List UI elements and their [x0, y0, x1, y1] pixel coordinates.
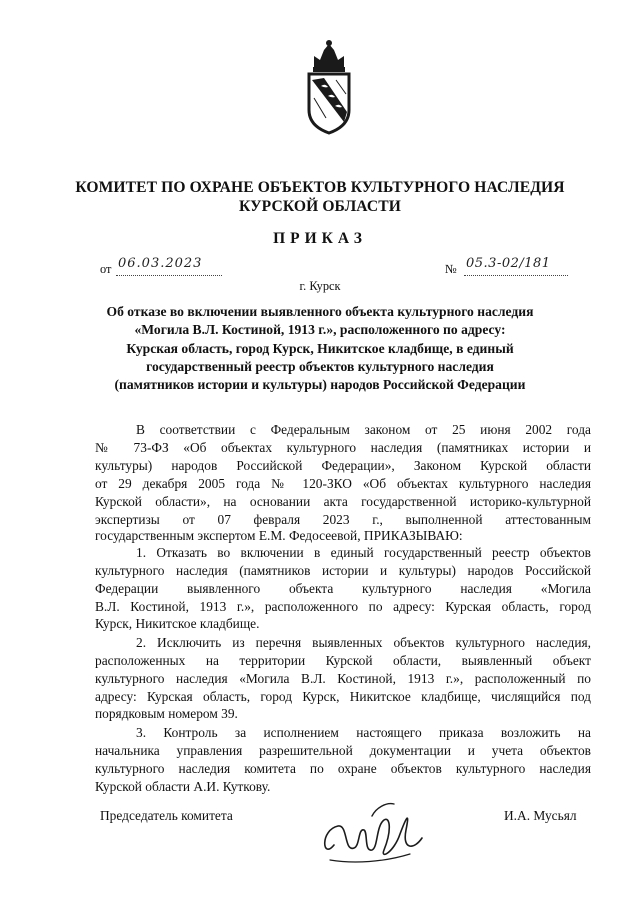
- body-text-line: культуры) народов Российской Федерации», Законом Курской области: [95, 458, 591, 473]
- clause-1-line: В.Л. Костиной, 1913 г.», расположенного по адресу: Курская область, город: [95, 599, 591, 614]
- clause-2-line: 2. Исключить из перечня выявленных объектов культурного наследия,: [136, 635, 591, 650]
- clause-2-line: расположенных на территории Курской области, выявленный объект: [95, 653, 591, 668]
- clause-2-line: порядковым номером 39.: [95, 706, 238, 721]
- date-prefix: от: [100, 262, 112, 276]
- number-underline: [464, 275, 568, 276]
- body-text-line: В соответствии с Федеральным законом от 25 июня 2002 года: [136, 422, 591, 437]
- order-title-line: «Могила В.Л. Костиной, 1913 г.», расположенного по адресу:: [134, 322, 506, 337]
- clause-3-line: 3. Контроль за исполнением настоящего приказа возложить на: [136, 725, 591, 740]
- city-label: г. Курск: [299, 279, 341, 293]
- clause-3-line: культурного наследия комитета по охране объектов культурного наследия: [95, 761, 591, 776]
- clause-2-line: культурного наследия «Могила В.Л. Костиной, 1913 г.», расположенный по: [95, 671, 591, 686]
- body-text-line: государственным экспертом Е.М. Федосеевой, ПРИКАЗЫВАЮ:: [95, 528, 463, 543]
- clause-1-line: Курск, Никитское кладбище.: [95, 616, 260, 631]
- clause-1-line: Федерации выявленного объекта культурного наследия «Могила: [95, 581, 591, 596]
- handwritten-signature: [314, 790, 444, 870]
- order-title-line: Об отказе во включении выявленного объекта культурного наследия: [106, 304, 534, 319]
- order-title-line: Курская область, город Курск, Никитское кладбище, в единый: [126, 341, 514, 356]
- signatory-role: Председатель комитета: [100, 808, 233, 823]
- coat-of-arms-icon: [300, 38, 358, 136]
- clause-1-line: культурного наследия (памятников истории и культуры) народов Российской: [95, 563, 591, 578]
- clause-1-line: 1. Отказать во включении в единый государственный реестр объектов: [136, 545, 591, 560]
- document-type-title: ПРИКАЗ: [273, 230, 367, 247]
- clause-3-line: Курской области А.И. Куткову.: [95, 779, 271, 794]
- body-text-line: Курской области», на основании акта государственной историко-культурной: [95, 494, 591, 509]
- clause-2-line: адресу: Курская область, город Курск, Никитское кладбище, числящийся под: [95, 689, 591, 704]
- organization-name-line-1: КОМИТЕТ ПО ОХРАНЕ ОБЪЕКТОВ КУЛЬТУРНОГО НАСЛЕДИЯ: [75, 179, 565, 196]
- organization-name-line-2: КУРСКОЙ ОБЛАСТИ: [239, 198, 401, 215]
- order-number-handwritten: 05.3-02/181: [466, 256, 551, 271]
- order-title-line: государственный реестр объектов культурного наследия: [146, 359, 494, 374]
- date-underline: [116, 275, 222, 276]
- body-text-line: № 73-ФЗ «Об объектах культурного наследия (памятниках истории и: [95, 440, 591, 455]
- order-title-line: (памятников истории и культуры) народов Российской Федерации: [114, 377, 526, 392]
- clause-3-line: начальника управления разрешительной документации и учета объектов: [95, 743, 591, 758]
- signatory-name: И.А. Мусьял: [504, 808, 577, 823]
- number-prefix: №: [445, 262, 457, 276]
- body-text-line: от 29 декабря 2005 года № 120-ЗКО «Об объектах культурного наследия: [95, 476, 591, 491]
- body-text-line: экспертизы от 07 февраля 2023 г., выполненной аттестованным: [95, 512, 591, 527]
- date-value-handwritten: 06.03.2023: [118, 256, 203, 271]
